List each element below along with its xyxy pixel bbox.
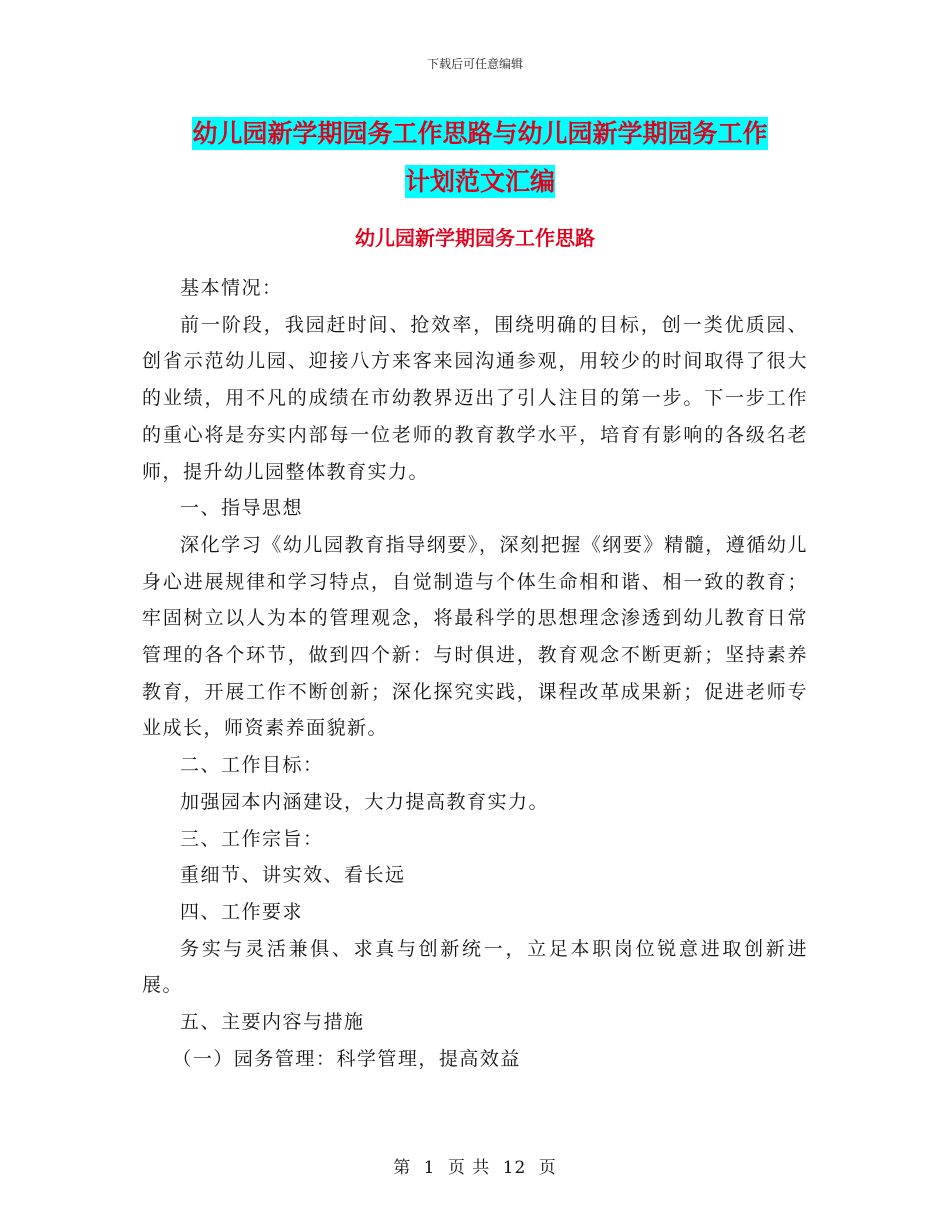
heading-work-purpose: 三、工作宗旨：	[180, 827, 324, 850]
footer-prefix: 第	[393, 1158, 412, 1178]
heading-work-goals: 二、工作目标：	[180, 754, 324, 777]
paragraph-work-purpose: 重细节、讲实效、看长远	[180, 864, 406, 887]
document-body	[142, 270, 808, 1077]
paragraph-previous-stage: 前一阶段，我园赶时间、抢效率，围绕明确的目标，创一类优质园、创省示范幼儿园、迎接八方来客来园沟通参观，用较少的时间取得了很大的业绩，用不凡的成绩在市幼教界迈出了引人注目的第一步。下一步工作的重心将是夯实内部每一位老师的教育教学水平，培育有影响的各级名老师，提升幼儿园整体教育实力。	[142, 313, 808, 483]
title-line-2: 计划范文汇编	[404, 167, 555, 196]
footer-middle: 页 共	[447, 1158, 491, 1178]
footer-total-pages: 12	[502, 1158, 527, 1178]
footer-page-number: 1	[423, 1158, 436, 1178]
footer-suffix: 页	[538, 1158, 557, 1178]
paragraph-work-goals: 加强园本内涵建设，大力提高教育实力。	[180, 790, 550, 813]
heading-main-content: 五、主要内容与措施	[180, 1011, 365, 1034]
title-line-1: 幼儿园新学期园务工作思路与幼儿园新学期园务工作	[192, 119, 768, 148]
page-footer	[0, 1153, 950, 1178]
paragraph-guiding-ideology: 深化学习《幼儿园教育指导纲要》，深刻把握《纲要》精髓，遵循幼儿身心进展规律和学习特点，自觉制造与个体生命相和谐、相一致的教育；牢固树立以人为本的管理观念，将最科学的思想理念渗透到幼儿教育日常管理的各个环节，做到四个新：与时俱进，教育观念不断更新；坚持素养教育，开展工作不断创新；深化探究实践，课程改革成果新；促进老师专业成长，师资素养面貌新。	[142, 533, 808, 740]
heading-garden-management: （一）园务管理：科学管理，提高效益	[172, 1047, 521, 1070]
header-note: 下载后可任意编辑	[426, 57, 523, 71]
section-subtitle: 幼儿园新学期园务工作思路	[355, 226, 595, 250]
heading-work-requirements: 四、工作要求	[180, 900, 304, 923]
paragraph-basic-situation: 基本情况：	[180, 277, 283, 299]
heading-guiding-ideology: 一、指导思想	[180, 497, 304, 520]
paragraph-work-requirements: 务实与灵活兼俱、求真与创新统一，立足本职岗位锐意进取创新进展。	[142, 937, 808, 997]
document-title	[140, 110, 820, 206]
